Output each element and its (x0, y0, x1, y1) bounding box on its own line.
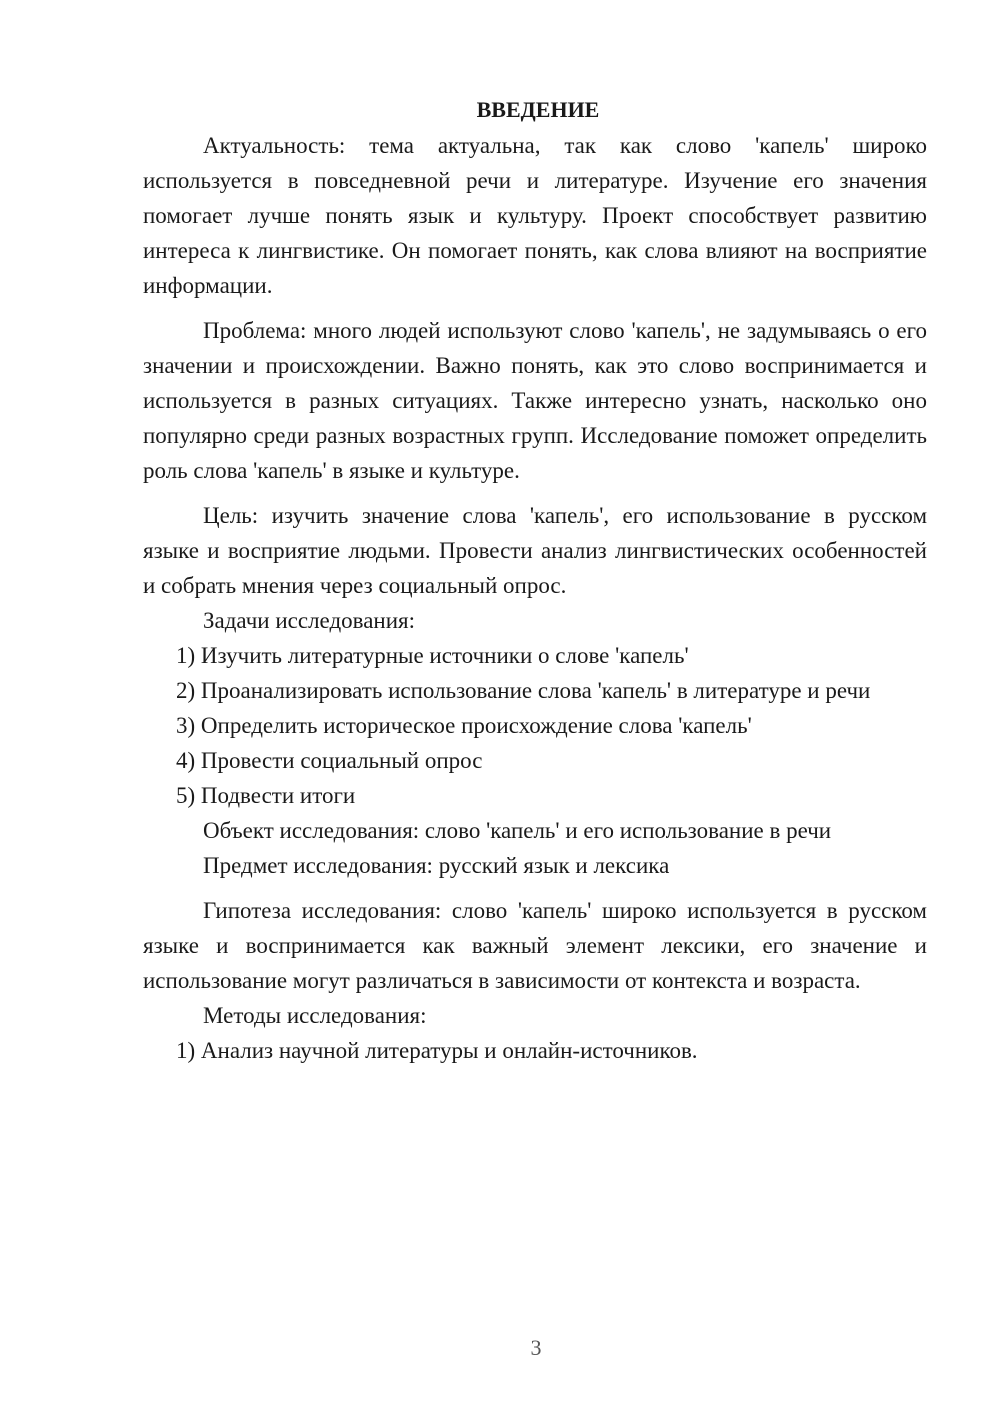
object-paragraph: Объект исследования: слово 'капель' и его использование в речи (203, 818, 832, 843)
goal-paragraph: Цель: изучить значение слова 'капель', его использование в русском языке и восприятие людьми. Провести анализ лингвистических особенностей и собрать мнения через социальный опрос. (143, 503, 927, 598)
list-item: 2) Проанализировать использование слова 'капель' в литературе и речи (176, 678, 871, 703)
problem-paragraph: Проблема: много людей используют слово 'капель', не задумываясь о его значении и происхождении. Важно понять, как это слово воспринимается и используется в разных ситуациях. Также интересно узнать, насколько оно популярно среди разных возрастных групп. Исследование поможет определить роль слова 'капель' в языке и культуре. (143, 318, 927, 483)
section-title: ВВЕДЕНИЕ (476, 97, 600, 122)
tasks-heading: Задачи исследования: (203, 608, 416, 633)
methods-list (143, 1033, 927, 1068)
tasks-list (143, 638, 927, 813)
page-content (143, 92, 927, 1068)
list-item: 4) Провести социальный опрос (176, 748, 483, 773)
list-item: 1) Анализ научной литературы и онлайн-источников. (176, 1038, 698, 1063)
page-number: 3 (530, 1335, 542, 1360)
hypothesis-paragraph: Гипотеза исследования: слово 'капель' широко используется в русском языке и воспринимается как важный элемент лексики, его значение и использование могут различаться в зависимости от контекста и возраста. (143, 898, 927, 993)
list-item: 3) Определить историческое происхождение слова 'капель' (176, 713, 752, 738)
relevance-paragraph: Актуальность: тема актуальна, так как слово 'капель' широко используется в повседневной речи и литературе. Изучение его значения помогает лучше понять язык и культуру. Проект способствует развитию интереса к лингвистике. Он помогает понять, как слова влияют на восприятие информации. (143, 133, 927, 298)
list-item: 1) Изучить литературные источники о слове 'капель' (176, 643, 689, 668)
subject-paragraph: Предмет исследования: русский язык и лексика (203, 853, 670, 878)
list-item: 5) Подвести итоги (176, 783, 356, 808)
methods-heading: Методы исследования: (203, 1003, 427, 1028)
